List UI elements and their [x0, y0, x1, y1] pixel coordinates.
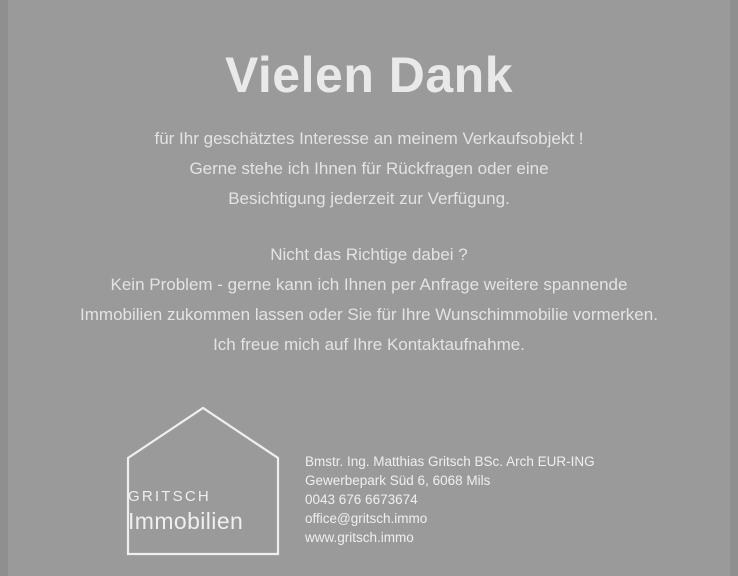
- logo-line-1: GRITSCH: [128, 488, 211, 505]
- contact-block: [305, 452, 595, 547]
- paragraph-2-line-1: Nicht das Richtige dabei ?: [270, 245, 468, 264]
- contact-website[interactable]: www.gritsch.immo: [305, 530, 414, 545]
- contact-address: Gewerbepark Süd 6, 6068 Mils: [305, 473, 491, 488]
- company-logo: [120, 402, 285, 557]
- contact-phone[interactable]: 0043 676 6673674: [305, 492, 418, 507]
- contact-email[interactable]: office@gritsch.immo: [305, 511, 428, 526]
- paragraph-2-line-4: Ich freue mich auf Ihre Kontaktaufnahme.: [213, 335, 525, 354]
- paragraph-1-line-2: Gerne stehe ich Ihnen für Rückfragen oder eine: [189, 159, 549, 178]
- page-title: Vielen Dank: [224, 47, 514, 103]
- contact-name: Bmstr. Ing. Matthias Gritsch BSc. Arch EUR-ING: [305, 454, 595, 469]
- thank-you-paragraph: [0, 124, 738, 214]
- paragraph-1-line-3: Besichtigung jederzeit zur Verfügung.: [228, 189, 510, 208]
- logo-line-2: Immobilien: [128, 508, 244, 534]
- logo-wordmark: [128, 487, 288, 535]
- paragraph-2-line-3: Immobilien zukommen lassen oder Sie für Ihre Wunschimmobilie vormerken.: [80, 305, 658, 324]
- offer-paragraph: [0, 240, 738, 360]
- footer: [0, 398, 738, 568]
- paragraph-1-line-1: für Ihr geschätztes Interesse an meinem Verkaufsobjekt !: [154, 129, 584, 148]
- paragraph-2-line-2: Kein Problem - gerne kann ich Ihnen per Anfrage weitere spannende: [110, 275, 628, 294]
